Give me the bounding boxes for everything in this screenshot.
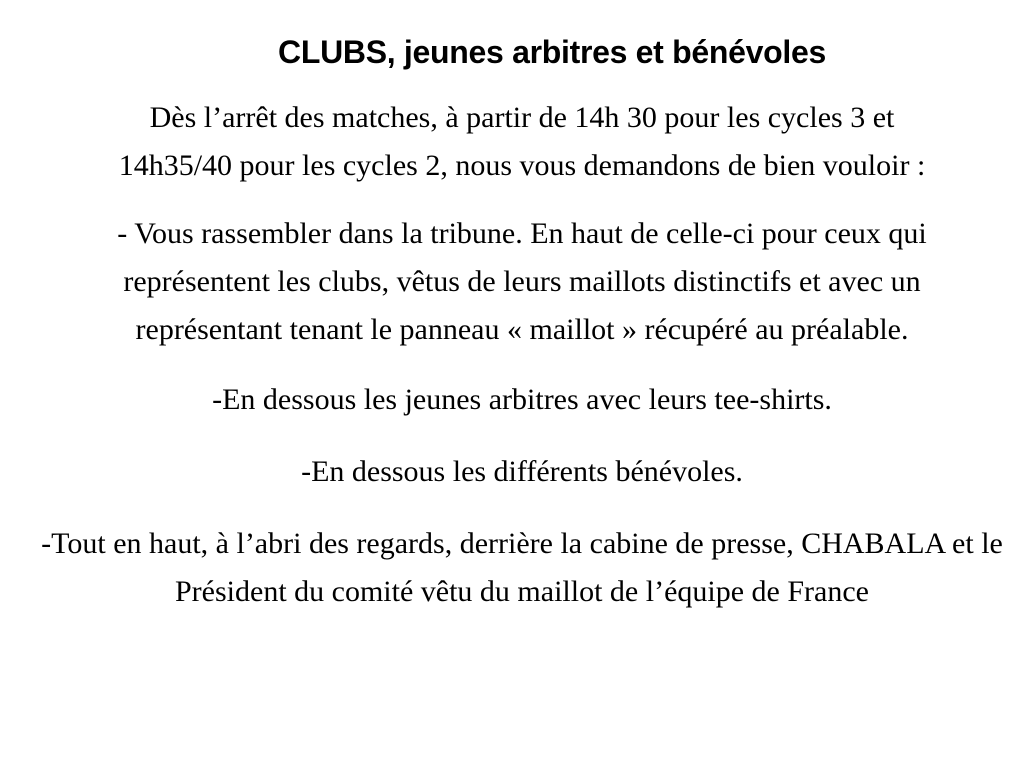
paragraph-presse: -Tout en haut, à l’abri des regards, derrière la cabine de presse, CHABALA et le Président du comité vêtu du maillot de l’équipe de France xyxy=(41,527,1003,608)
slide-title: CLUBS, jeunes arbitres et bénévoles xyxy=(278,34,826,70)
paragraph-intro: Dès l’arrêt des matches, à partir de 14h 30 pour les cycles 3 et 14h35/40 pour les cycles 2, nous vous demandons de bien vouloir : xyxy=(118,101,926,182)
paragraph-arbitres: -En dessous les jeunes arbitres avec leurs tee-shirts. xyxy=(212,383,832,416)
slide-body xyxy=(41,94,1003,616)
paragraph-tribune: - Vous rassembler dans la tribune. En haut de celle-ci pour ceux qui représentent les clubs, vêtus de leurs maillots distinctifs et avec un représentant tenant le panneau « maillot » récupéré au préalable. xyxy=(117,217,927,346)
paragraph-benevoles: -En dessous les différents bénévoles. xyxy=(301,455,743,488)
